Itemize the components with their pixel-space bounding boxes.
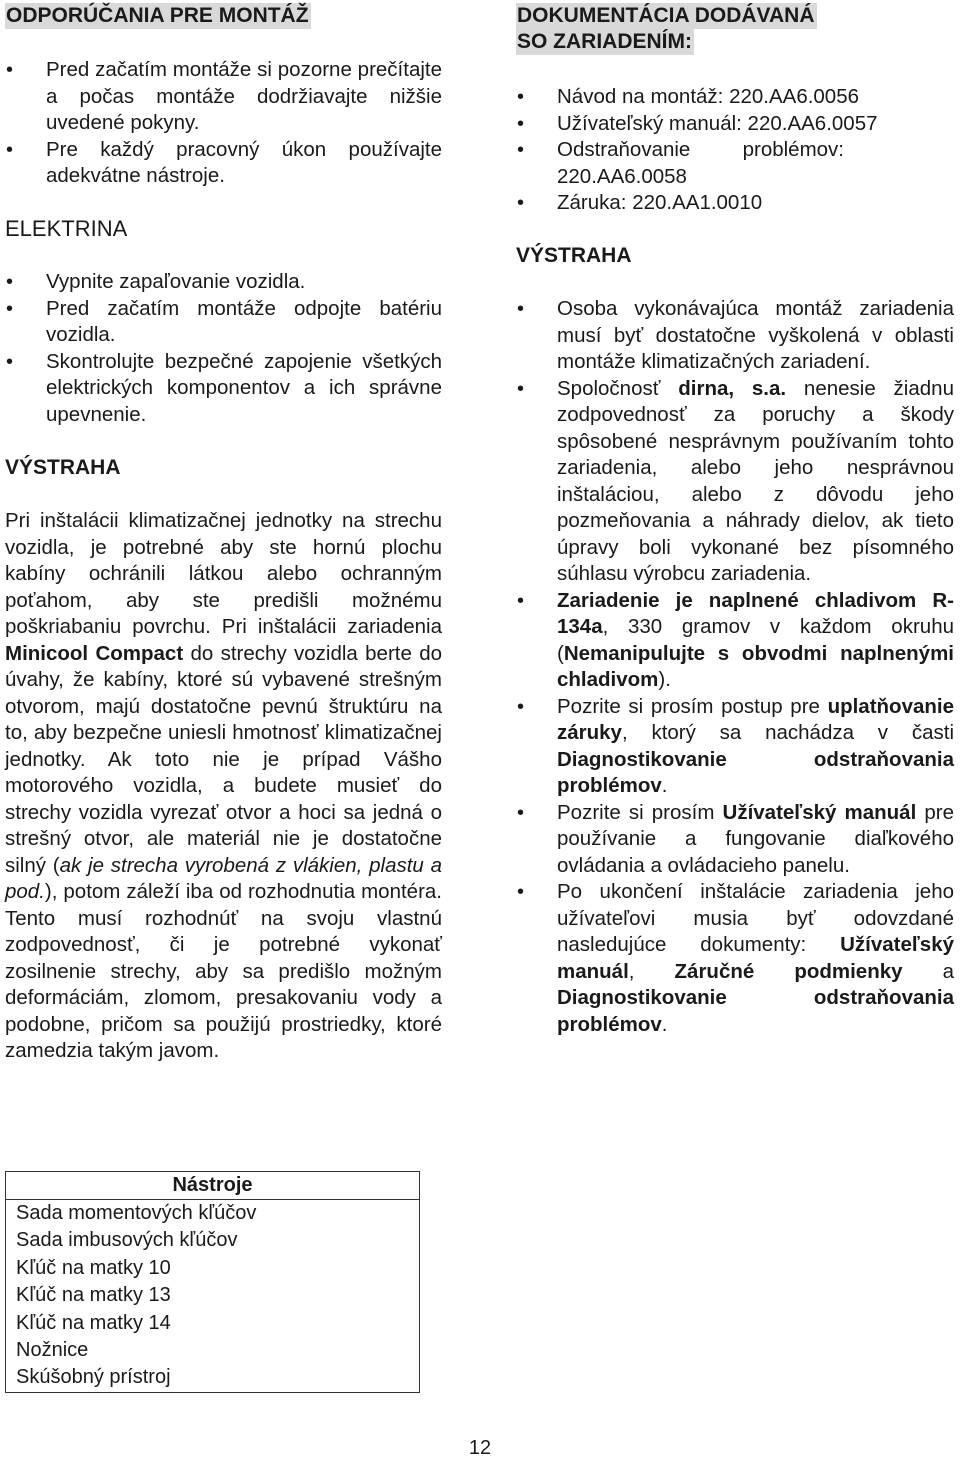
text-run: , ktorý sa nachádza v časti	[621, 721, 954, 744]
intro-list	[5, 57, 442, 190]
italic-note: ak je strecha vyrobená z vlákien, plastu a pod.	[5, 853, 442, 903]
text-run: .	[661, 1012, 668, 1036]
table-row: Kľúč na matky 13	[16, 1284, 171, 1307]
product-name: Minicool Compact	[5, 641, 184, 665]
table-row: Sada imbusových kľúčov	[16, 1229, 238, 1252]
text-run: nenesie žiadnu zodpovednosť za poruchy a škody spôsobené nesprávnym používaním tohto zariadenia, alebo jeho nesprávnou inštaláciou, alebo z dôvodu jeho pozmeňovania a náhrady dielov, ak tieto úpravy boli vykonané bez písomného súhlasu výrobcu zariadenia.	[557, 376, 954, 585]
list-item	[516, 694, 954, 800]
list-item	[516, 376, 954, 588]
documentation-heading-line1: DOKUMENTÁCIA DODÁVANÁ	[517, 4, 815, 27]
text-run: Pozrite si prosím	[557, 800, 723, 824]
documentation-list	[516, 84, 954, 217]
diagnostics-term: Diagnostikovanie odstraňovania problémov	[557, 986, 954, 1036]
list-item: • Vypnite zapaľovanie vozidla.	[5, 269, 442, 296]
text-run: Spoločnosť	[557, 376, 679, 400]
text-run: .	[661, 774, 668, 797]
company-name: dirna, s.a.	[678, 376, 787, 400]
section-heading-mounting-recommendations: ODPORÚČANIA PRE MONTÁŽ	[6, 4, 309, 27]
tools-table	[5, 1171, 420, 1393]
list-item: • Skontrolujte bezpečné zapojenie všetkých elektrických komponentov a ich správne upevnenie.	[5, 349, 442, 429]
list-item: • Pred začatím montáže odpojte batériu vozidla.	[5, 296, 442, 349]
warning-paragraph	[5, 508, 442, 1065]
warning-heading-right: VÝSTRAHA	[516, 244, 632, 267]
text-run: pre používanie a fungovanie diaľkového ovládania a ovládacieho panelu.	[557, 800, 954, 877]
list-item: • Záruka: 220.AA1.0010	[516, 190, 954, 217]
list-item: • Odstraňovanie problémov: 220.AA6.0058	[516, 137, 954, 190]
table-row: Kľúč na matky 14	[16, 1311, 171, 1334]
refrigerant-note: Zariadenie je naplnené chladivom R-134a	[557, 588, 954, 638]
text-run: do strechy vozidla berte do úvahy, že kabíny, ktoré sú vybavené strešným otvorom, majú dostatočne pevnú štruktúru na to, aby bezpečne uniesli hmotnosť klimatizačnej jednotky. Ak toto nie je prípad Vášho motorového vozidla, a budete musieť do strechy vozidla vyrezať otvor a hoci sa jedná o strešný otvor, ale materiál nie je dostatočne silný (	[5, 641, 442, 877]
text-run: a	[902, 959, 954, 983]
list-item: • Pred začatím montáže si pozorne prečítajte a počas montáže dodržiavajte nižšie uvedené pokyny.	[5, 57, 442, 137]
text-run: Po ukončení inštalácie zariadenia jeho užívateľovi musia byť odovzdané nasledujúce dokumenty:	[557, 880, 954, 956]
warning-heading-left: VÝSTRAHA	[5, 456, 121, 479]
documentation-heading	[516, 3, 817, 55]
list-item: • Pre každý pracovný úkon používajte adekvátne nástroje.	[5, 137, 442, 190]
warranty-term: uplatňovanie záruky	[557, 694, 954, 744]
list-item: • Návod na montáž: 220.AA6.0056	[516, 84, 954, 111]
documentation-heading-line2: SO ZARIADENÍM:	[517, 30, 692, 53]
warnings-list	[516, 296, 954, 1038]
user-manual-term: Užívateľský manuál	[722, 800, 917, 824]
table-row: Kľúč na matky 10	[16, 1256, 171, 1279]
text-run: Pri inštalácii klimatizačnej jednotky na strechu vozidla, je potrebné aby ste hornú plochu kabíny ochránili látkou alebo ochranným poťahom, aby ste predišli možnému poškriabaniu povrchu. Pri inštalácii zariadenia	[5, 509, 442, 638]
text-run: ).	[658, 668, 671, 691]
electrics-list	[5, 269, 442, 428]
user-manual-term: Užívateľský manuál	[557, 933, 954, 983]
list-item	[516, 879, 954, 1038]
page-number: 12	[468, 1437, 492, 1459]
list-item: • Osoba vykonávajúca montáž zariadenia musí byť dostatočne vyškolená v oblasti montáže klimatizačných zariadení.	[516, 296, 954, 376]
warranty-conditions-term: Záručné podmienky	[674, 959, 903, 983]
list-item	[516, 588, 954, 694]
table-row: Sada momentových kľúčov	[16, 1202, 257, 1224]
text-run: Pozrite si prosím postup pre	[557, 694, 828, 718]
tools-table-header: Nástroje	[6, 1172, 419, 1200]
list-item	[516, 800, 954, 880]
diagnostics-term: Diagnostikovanie odstraňovania problémov	[557, 747, 954, 797]
section-heading-electrics: ELEKTRINA	[5, 216, 128, 241]
refrigerant-warning: Nemanipulujte s obvodmi naplnenými chladivom	[557, 641, 954, 691]
text-run: , 330 gramov v každom okruhu (	[557, 615, 954, 665]
list-item: • Užívateľský manuál: 220.AA6.0057	[516, 111, 954, 138]
table-row: Nožnice	[16, 1339, 89, 1362]
text-run: ,	[628, 959, 675, 983]
table-row: Skúšobný prístroj	[16, 1366, 171, 1389]
text-run: ), potom záleží iba od rozhodnutia montéra. Tento musí rozhodnúť na svoju vlastnú zodpovednosť, či je potrebné vykonať zosilnenie strechy, aby sa predišlo možným deformáciám, zlomom, presakovaniu vody a podobne, pričom sa použijú prostriedky, ktoré zamedzia takým javom.	[5, 880, 442, 1062]
